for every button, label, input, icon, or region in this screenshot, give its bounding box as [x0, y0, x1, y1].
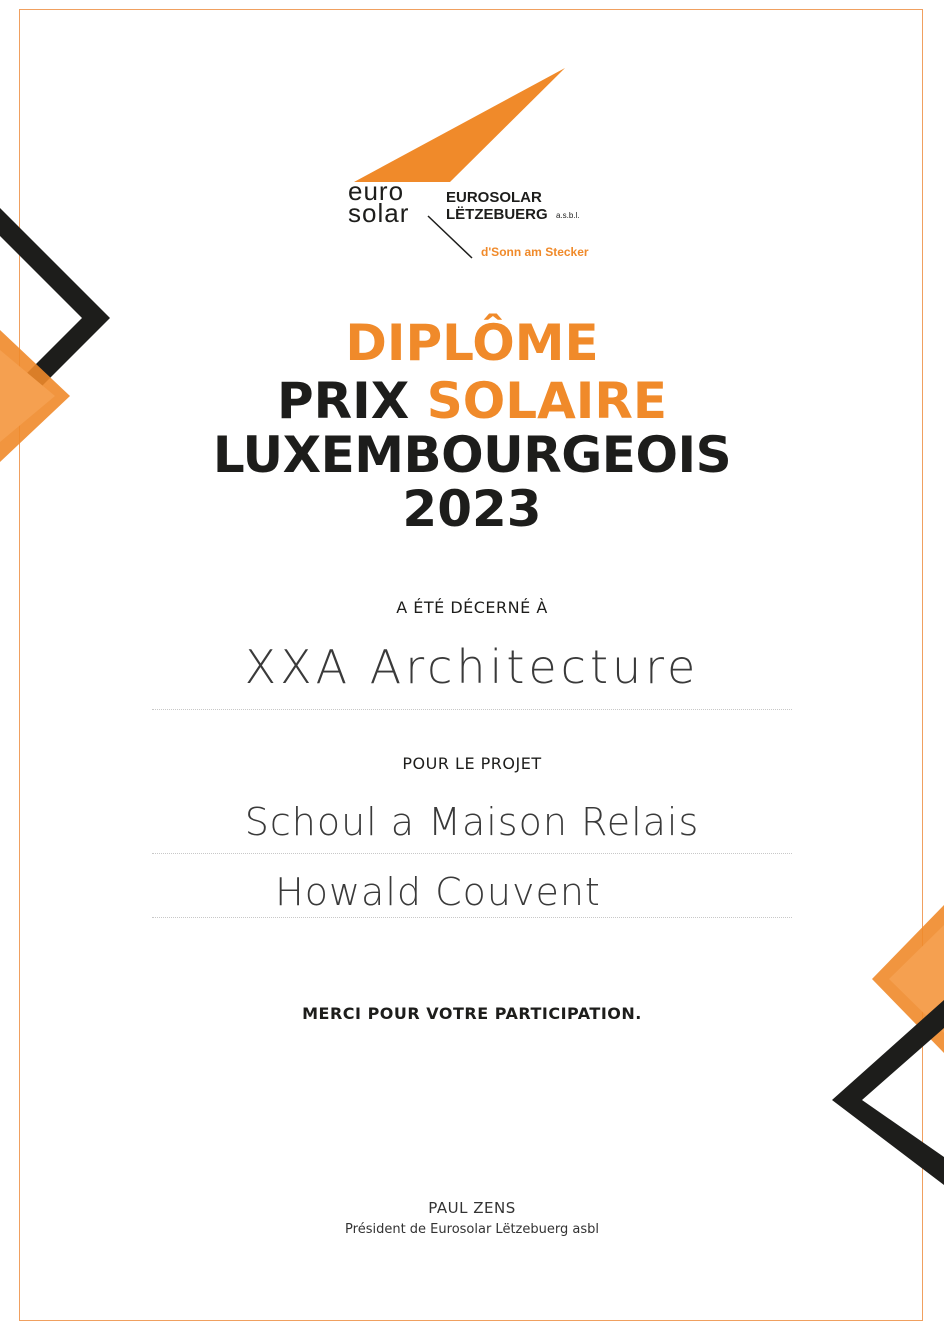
- heading-prix-solaire: [0, 372, 944, 430]
- heading-year: 2023: [402, 480, 542, 538]
- heading-diplome: DIPLÔME: [345, 314, 599, 372]
- heading-prix: PRIX: [276, 372, 410, 430]
- heading-solaire: SOLAIRE: [426, 372, 668, 430]
- project-handwritten-line2: Howald Couvent: [275, 870, 601, 914]
- signatory-name: PAUL ZENS: [428, 1199, 516, 1217]
- recipient-line: [152, 709, 792, 710]
- eurosolar-logo: [340, 66, 610, 266]
- logo-org-country: LËTZEBUERG: [446, 206, 548, 223]
- logo-mark-euro: euro: [348, 176, 405, 206]
- logo-mark-solar: solar: [348, 198, 410, 228]
- project-line-1: [152, 853, 792, 854]
- signatory-role: Président de Eurosolar Lëtzebuerg asbl: [345, 1222, 599, 1237]
- project-label: POUR LE PROJET: [402, 754, 542, 773]
- logo-org-name: EUROSOLAR: [446, 189, 542, 206]
- logo-tagline: d'Sonn am Stecker: [481, 245, 589, 259]
- awarded-label: A ÉTÉ DÉCERNÉ À: [396, 598, 548, 617]
- heading-luxembourgeois: LUXEMBOURGEOIS: [212, 426, 732, 484]
- logo-org-suffix: a.s.b.l.: [556, 211, 580, 220]
- project-line-2: [152, 917, 792, 918]
- right-chevron-decoration: [824, 905, 944, 1185]
- thanks-message: MERCI POUR VOTRE PARTICIPATION.: [302, 1004, 642, 1023]
- recipient-handwritten: XXA Architecture: [244, 640, 700, 694]
- project-handwritten-line1: Schoul a Maison Relais: [244, 800, 700, 844]
